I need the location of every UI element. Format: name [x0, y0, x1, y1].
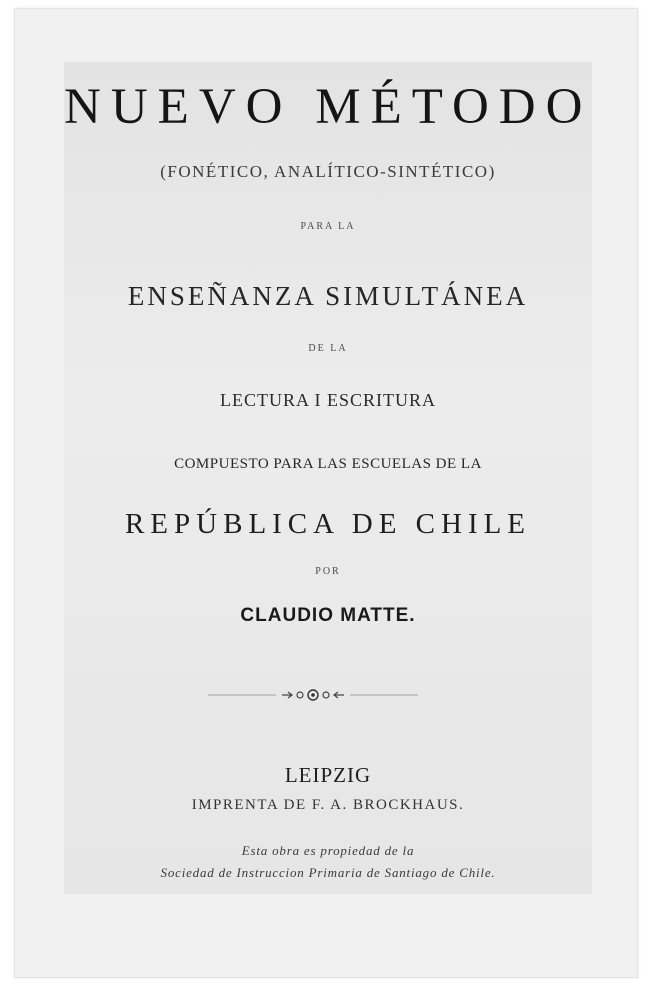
publication-city: LEIPZIG — [284, 763, 372, 787]
composed-for-text: COMPUESTO PARA LAS ESCUELAS DE LA — [174, 456, 482, 472]
subject-heading: LECTURA I ESCRITURA — [219, 390, 436, 410]
printer-line: IMPRENTA DE F. A. BROCKHAUS. — [191, 797, 465, 813]
ownership-note-line-2: Sociedad de Instruccion Primaria de Santiago de Chile. — [160, 865, 496, 880]
por-text: POR — [315, 566, 341, 577]
subtitle: (FONÉTICO, ANALÍTICO-SINTÉTICO) — [160, 162, 496, 181]
author-name: CLAUDIO MATTE. — [240, 605, 416, 626]
para-la-text: PARA LA — [300, 221, 356, 232]
book-title-page — [64, 62, 592, 894]
ornament-divider-icon — [208, 680, 418, 710]
main-title: NUEVO MÉTODO — [64, 79, 593, 135]
country-heading: REPÚBLICA DE CHILE — [124, 508, 532, 540]
de-la-text: DE LA — [308, 343, 348, 354]
ownership-note-line-1: Esta obra es propiedad de la — [241, 843, 415, 858]
topic-heading: ENSEÑANZA SIMULTÁNEA — [127, 281, 529, 311]
